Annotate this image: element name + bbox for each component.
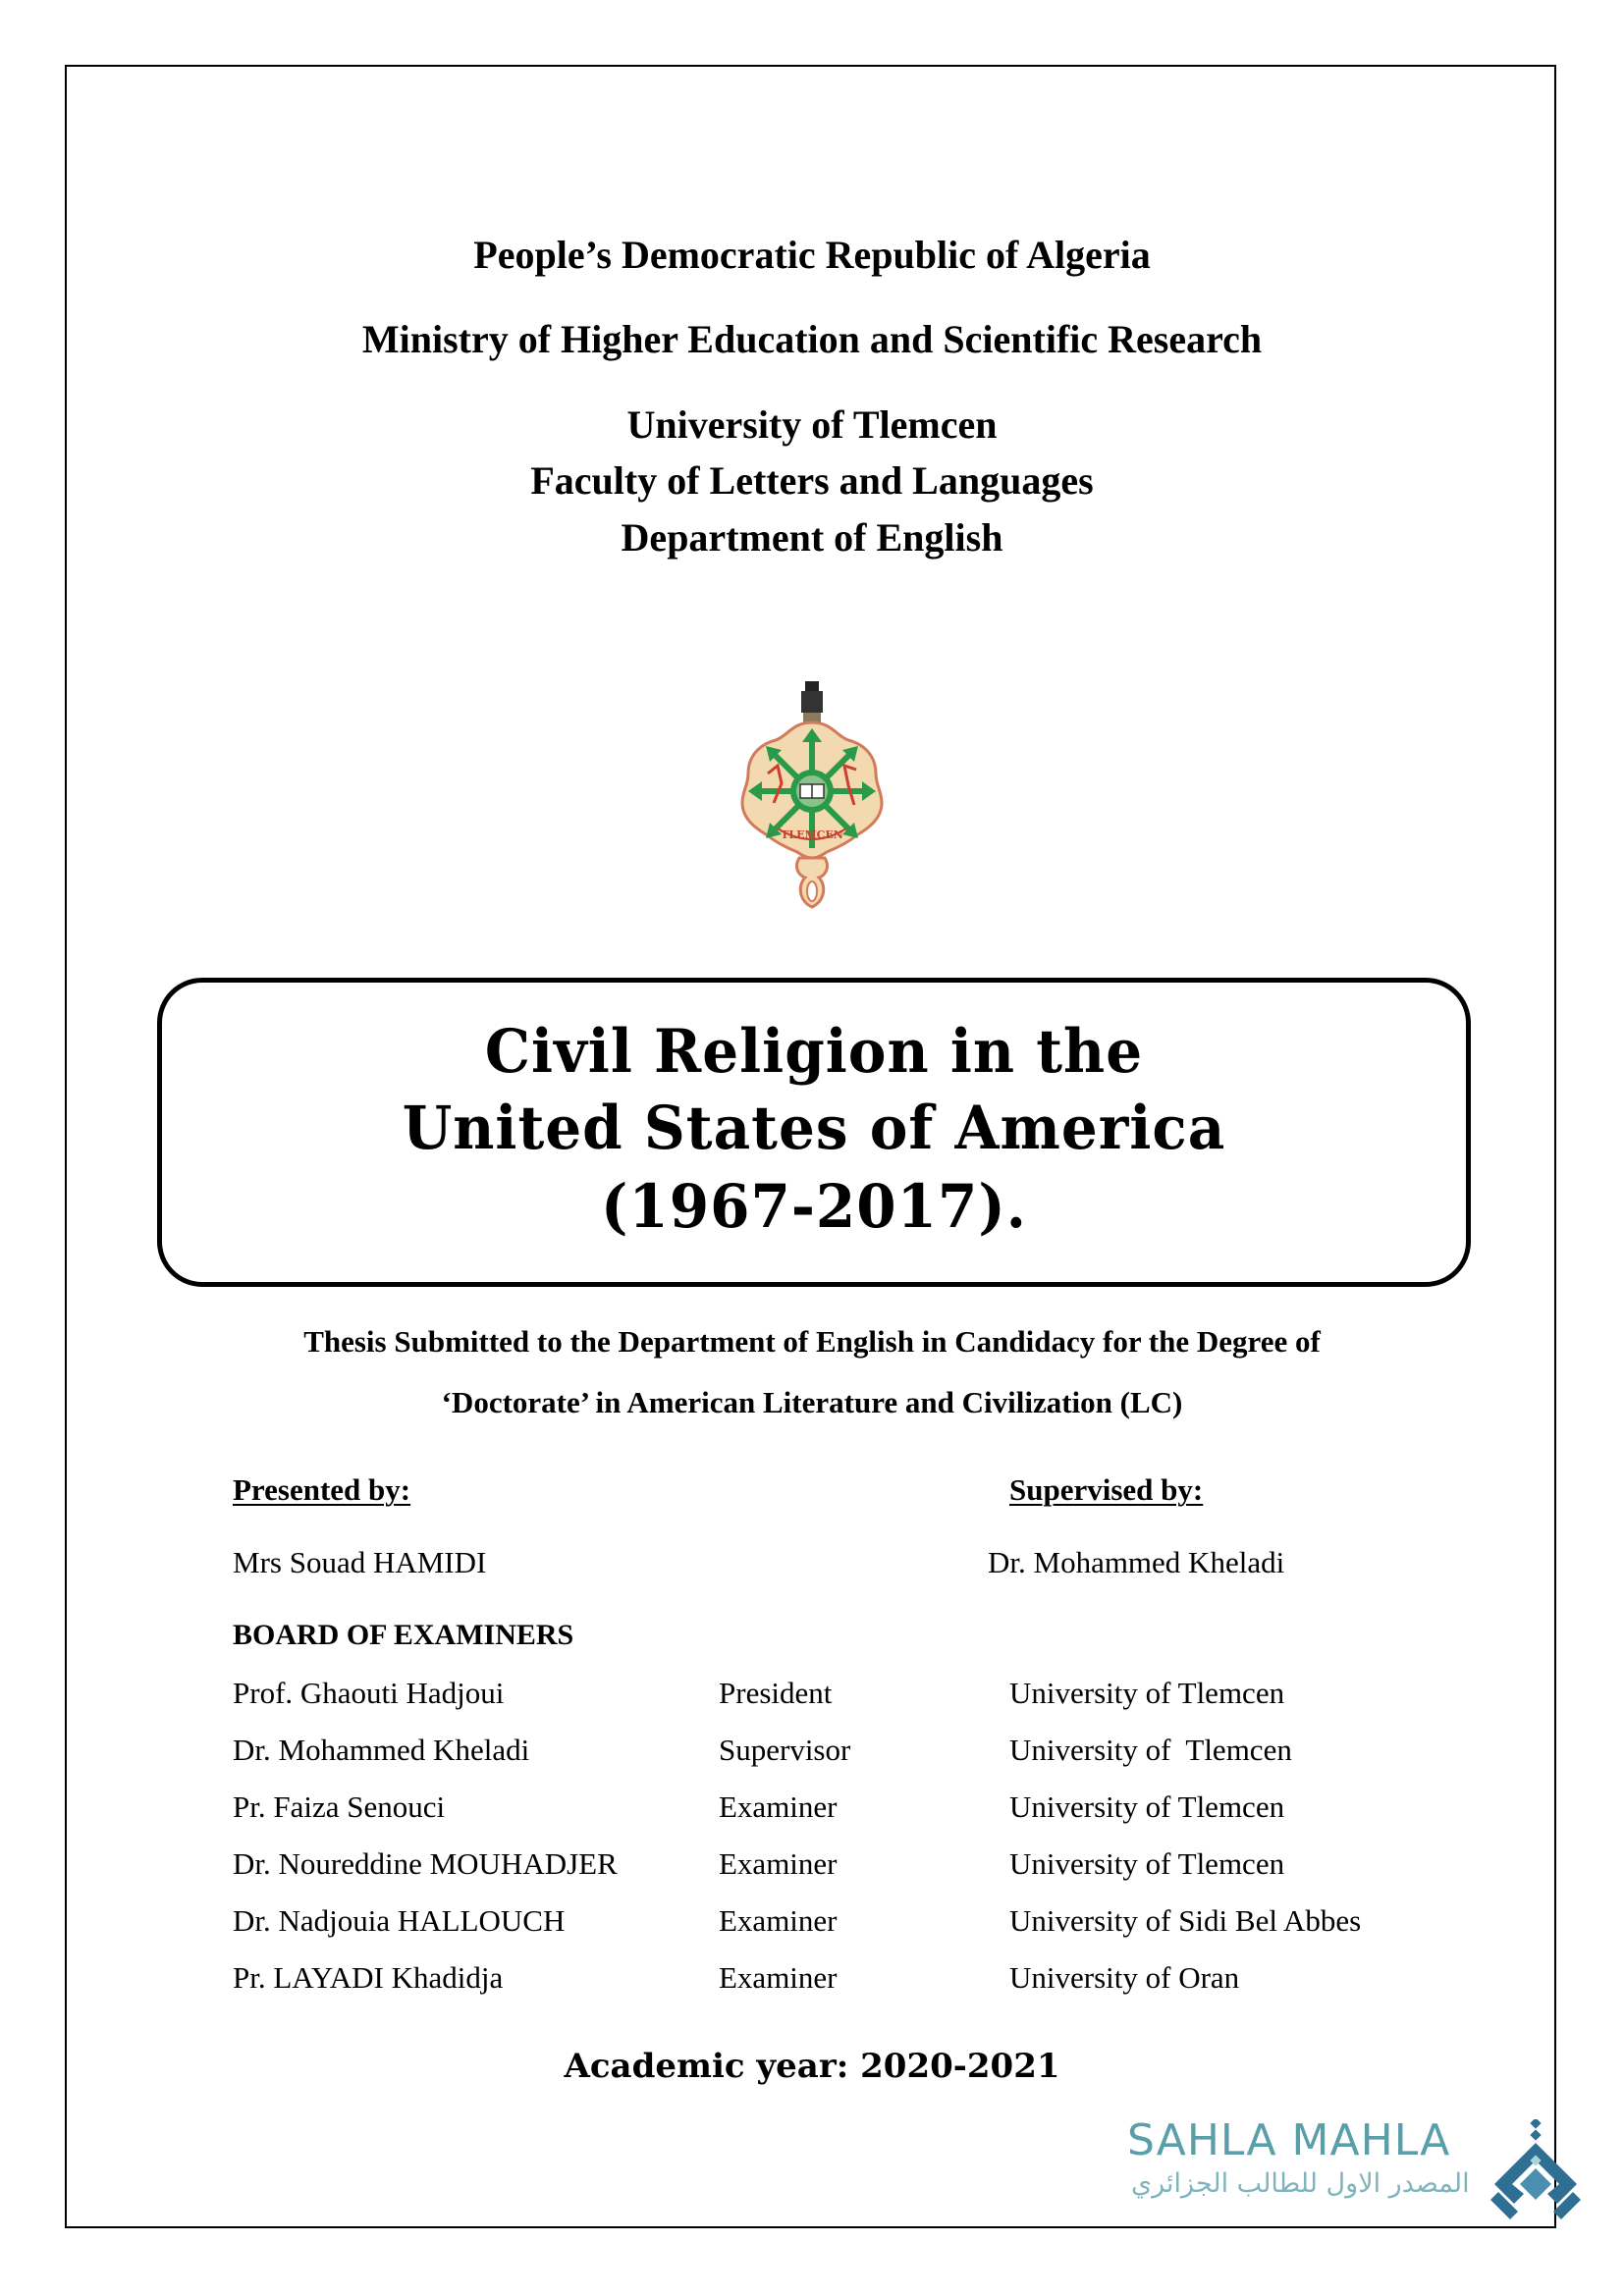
supervisor-name: Dr. Mohammed Kheladi (988, 1545, 1285, 1579)
svg-text:TLEMCEN: TLEMCEN (781, 828, 843, 841)
examiner-role: Examiner (719, 1903, 838, 1938)
submission-statement-line-1: Thesis Submitted to the Department of English in Candidacy for the Degree of (303, 1324, 1321, 1359)
thesis-title-line-3: (1967-2017). (600, 1171, 1027, 1242)
examiner-name: Prof. Ghaouti Hadjoui (233, 1676, 505, 1710)
examiner-role: Supervisor (719, 1733, 851, 1767)
candidate-name: Mrs Souad HAMIDI (233, 1545, 487, 1579)
sahla-mahla-watermark (1127, 2115, 1589, 2223)
examiner-institution: University of Oran (1009, 1960, 1240, 1995)
examiner-institution: University of Tlemcen (1009, 1733, 1292, 1767)
thesis-title-line-2: United States of America (402, 1093, 1226, 1163)
examiner-name: Dr. Noureddine MOUHADJER (233, 1846, 618, 1881)
watermark-tagline: المصدر الاول للطالب الجزائري (1131, 2168, 1470, 2199)
faculty-heading: Faculty of Letters and Languages (530, 458, 1094, 503)
examiner-name: Dr. Mohammed Kheladi (233, 1733, 530, 1767)
crest-icon (738, 675, 886, 911)
examiner-role: Examiner (719, 1789, 838, 1824)
university-crest-logo (738, 675, 886, 911)
board-of-examiners-heading: BOARD OF EXAMINERS (233, 1619, 574, 1651)
department-heading: Department of English (621, 515, 1003, 560)
examiner-institution: University of Tlemcen (1009, 1846, 1285, 1881)
examiner-role: President (719, 1676, 833, 1710)
examiner-role: Examiner (719, 1960, 838, 1995)
country-heading: People’s Democratic Republic of Algeria (473, 233, 1151, 277)
ministry-heading: Ministry of Higher Education and Scientific Research (361, 317, 1263, 361)
supervised-by-label: Supervised by: (1009, 1472, 1204, 1507)
examiner-institution: University of Tlemcen (1009, 1789, 1285, 1824)
examiner-name: Pr. Faiza Senouci (233, 1789, 446, 1824)
watermark-brand: SAHLA MAHLA (1127, 2115, 1451, 2165)
examiner-institution: University of Sidi Bel Abbes (1009, 1903, 1362, 1938)
academic-year: Academic year: 2020-2021 (564, 2047, 1060, 2086)
thesis-title-box (157, 978, 1471, 1287)
examiner-name: Dr. Nadjouia HALLOUCH (233, 1903, 566, 1938)
examiner-role: Examiner (719, 1846, 838, 1881)
examiner-name: Pr. LAYADI Khadidja (233, 1960, 504, 1995)
sahla-mahla-logo-icon (1489, 2119, 1583, 2221)
examiner-institution: University of Tlemcen (1009, 1676, 1285, 1710)
presented-by-label: Presented by: (233, 1472, 411, 1507)
university-heading: University of Tlemcen (626, 402, 998, 447)
submission-statement-line-2: ‘Doctorate’ in American Literature and Civilization (LC) (441, 1385, 1183, 1419)
thesis-title-line-1: Civil Religion in the (484, 1016, 1144, 1087)
